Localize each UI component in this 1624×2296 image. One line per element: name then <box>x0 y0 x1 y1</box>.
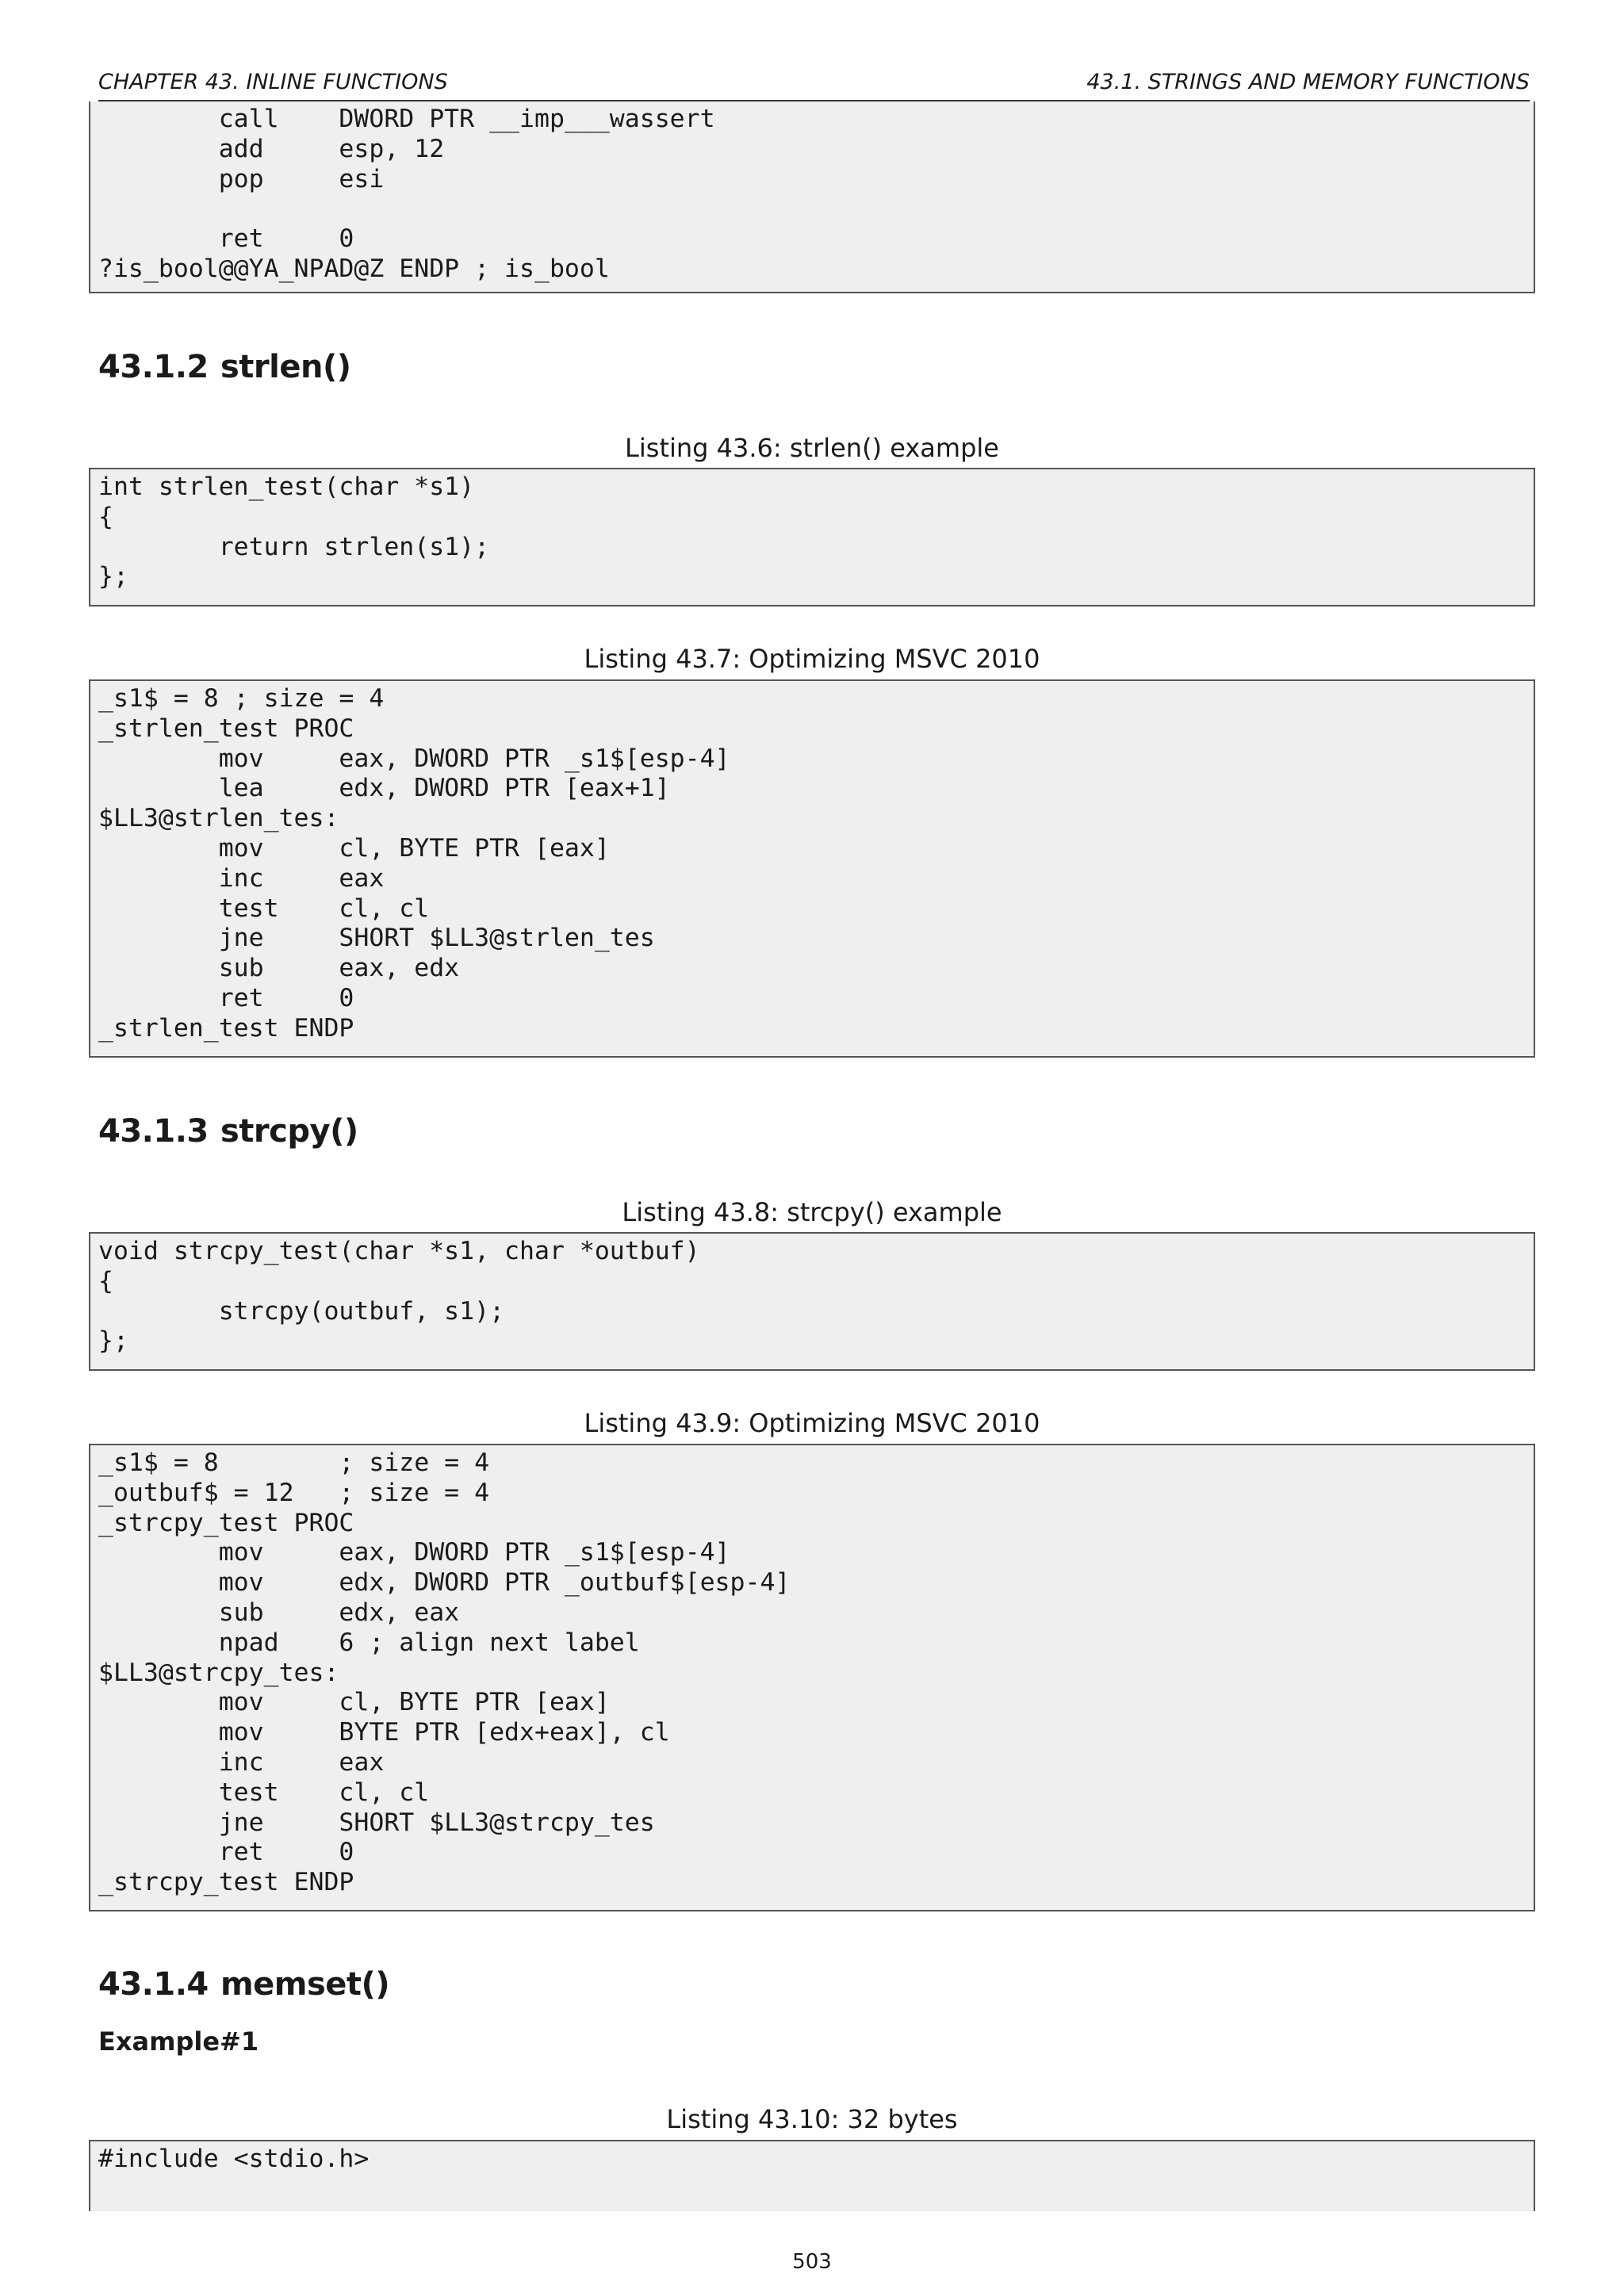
code-line: test cl, cl <box>98 1777 430 1807</box>
section-heading-strlen <box>98 349 351 385</box>
section-heading-strcpy <box>98 1113 358 1150</box>
code-line: sub eax, edx <box>98 954 460 983</box>
code-line: { <box>98 502 113 531</box>
code-line: add esp, 12 <box>98 134 445 163</box>
code-line: #include <stdio.h> <box>98 2145 370 2173</box>
section-title: memset() <box>220 1966 390 2003</box>
code-line: mov cl, BYTE PTR [eax] <box>98 1688 610 1717</box>
section-title: strcpy() <box>220 1113 358 1150</box>
code-line: inc eax <box>98 863 385 893</box>
code-line: void strcpy_test(char *s1, char *outbuf) <box>98 1237 700 1265</box>
code-line: test cl, cl <box>98 894 430 923</box>
section-number: 43.1.3 <box>98 1113 209 1150</box>
code-line: return strlen(s1); <box>98 532 490 561</box>
code-listing-43-10 <box>89 2140 1535 2211</box>
page-number: 503 <box>792 2250 832 2274</box>
code-line: lea edx, DWORD PTR [eax+1] <box>98 774 670 803</box>
code-listing-continued <box>89 101 1535 293</box>
code-line: { <box>98 1266 113 1295</box>
running-head <box>98 68 1530 101</box>
code-listing-43-6 <box>89 468 1535 607</box>
code-line: jne SHORT $LL3@strlen_tes <box>98 924 655 953</box>
code-listing-43-8 <box>89 1232 1535 1371</box>
listing-caption-43-10: Listing 43.10: 32 bytes <box>666 2104 958 2134</box>
code-line: _outbuf$ = 12 ; size = 4 <box>98 1478 490 1507</box>
code-line: ?is_bool@@YA_NPAD@Z ENDP ; is_bool <box>98 254 610 283</box>
code-line: _strcpy_test ENDP <box>98 1868 354 1897</box>
code-line: strcpy(outbuf, s1); <box>98 1296 505 1326</box>
listing-caption-43-6: Listing 43.6: strlen() example <box>625 433 999 463</box>
listing-caption-43-8: Listing 43.8: strcpy() example <box>622 1197 1002 1227</box>
code-line: _s1$ = 8 ; size = 4 <box>98 1448 490 1477</box>
code-line: int strlen_test(char *s1) <box>98 473 475 501</box>
code-line: _strlen_test PROC <box>98 714 354 743</box>
code-line: jne SHORT $LL3@strcpy_tes <box>98 1808 655 1837</box>
code-listing-43-7 <box>89 679 1535 1058</box>
code-line: inc eax <box>98 1747 385 1777</box>
listing-caption-43-9: Listing 43.9: Optimizing MSVC 2010 <box>584 1408 1040 1438</box>
code-line: call DWORD PTR __imp___wassert <box>98 105 715 133</box>
listing-caption-43-7: Listing 43.7: Optimizing MSVC 2010 <box>584 644 1040 674</box>
code-line: _s1$ = 8 ; size = 4 <box>98 684 385 713</box>
code-line: npad 6 ; align next label <box>98 1628 640 1657</box>
section-number: 43.1.4 <box>98 1966 209 2003</box>
code-line: ret 0 <box>98 1838 354 1867</box>
code-line: ret 0 <box>98 224 354 254</box>
code-line: pop esi <box>98 164 385 193</box>
running-head-section: 43.1. STRINGS AND MEMORY FUNCTIONS <box>1086 70 1530 94</box>
section-title: strlen() <box>220 349 351 385</box>
code-line: mov eax, DWORD PTR _s1$[esp-4] <box>98 1538 730 1567</box>
code-line <box>98 194 1526 224</box>
code-line: }; <box>98 1326 128 1356</box>
running-head-chapter: CHAPTER 43. INLINE FUNCTIONS <box>98 70 448 94</box>
section-heading-memset <box>98 1966 389 2003</box>
code-line: mov edx, DWORD PTR _outbuf$[esp-4] <box>98 1568 791 1598</box>
code-line: _strcpy_test PROC <box>98 1508 354 1537</box>
subheading-example-1: Example#1 <box>98 2026 259 2057</box>
code-line: $LL3@strcpy_tes: <box>98 1658 339 1687</box>
code-line: mov BYTE PTR [edx+eax], cl <box>98 1718 670 1747</box>
code-line: _strlen_test ENDP <box>98 1013 354 1043</box>
code-line: $LL3@strlen_tes: <box>98 804 339 833</box>
code-line: sub edx, eax <box>98 1598 460 1627</box>
section-number: 43.1.2 <box>98 349 209 385</box>
code-line: mov eax, DWORD PTR _s1$[esp-4] <box>98 744 730 773</box>
code-line: }; <box>98 562 128 591</box>
code-listing-43-9 <box>89 1444 1535 1911</box>
code-line: mov cl, BYTE PTR [eax] <box>98 833 610 863</box>
code-line: ret 0 <box>98 983 354 1012</box>
